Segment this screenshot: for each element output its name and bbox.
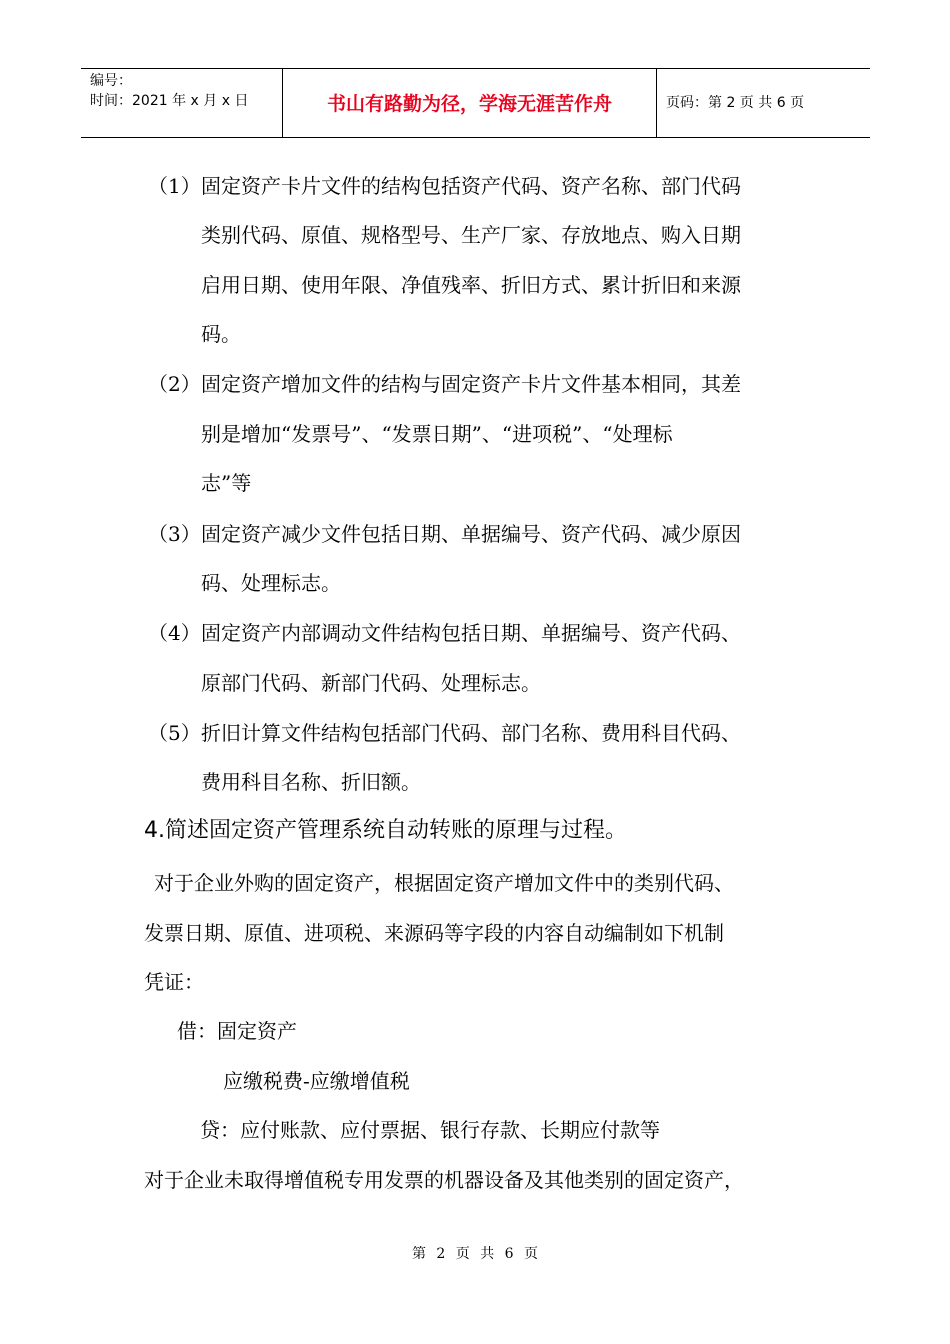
item-text-line: 费用科目名称、折旧额。 bbox=[201, 770, 421, 794]
item-text-line: 码。 bbox=[201, 322, 241, 346]
item-number: （5） bbox=[148, 721, 201, 745]
motto-text: 书山有路勤为径，学海无涯苦作舟 bbox=[326, 93, 612, 115]
item-text-line: 固定资产内部调动文件结构包括日期、单据编号、资产代码、 bbox=[201, 621, 741, 645]
doc-number-label: 编号： bbox=[90, 73, 132, 89]
paragraph-line: 对于企业外购的固定资产，根据固定资产增加文件中的类别代码、 bbox=[154, 871, 734, 895]
item-text-line: 志”等 bbox=[201, 471, 252, 495]
debit-sub-line: 应缴税费-应缴增值税 bbox=[223, 1069, 410, 1093]
page-footer: 第 2 页 共 6 页 bbox=[411, 1246, 539, 1262]
header-info-cell bbox=[81, 69, 282, 137]
header-page-cell bbox=[657, 69, 870, 137]
item-text-line: 固定资产减少文件包括日期、单据编号、资产代码、减少原因 bbox=[201, 522, 741, 546]
item-text-line: 启用日期、使用年限、净值残率、折旧方式、累计折旧和来源 bbox=[201, 273, 741, 297]
page-indicator: 页码：第 2 页 共 6 页 bbox=[666, 95, 805, 111]
page-header bbox=[81, 68, 870, 138]
paragraph-line: 凭证： bbox=[144, 970, 204, 994]
item-text-line: 别是增加“发票号”、“发票日期”、“进项税”、“处理标 bbox=[201, 422, 673, 446]
paragraph-line: 发票日期、原值、进项税、来源码等字段的内容自动编制如下机制 bbox=[144, 921, 724, 945]
debit-line: 借：固定资产 bbox=[177, 1019, 297, 1043]
item-text-line: 固定资产增加文件的结构与固定资产卡片文件基本相同，其差 bbox=[201, 372, 741, 396]
date-label: 时间：2021 年 x 月 x 日 bbox=[90, 93, 249, 109]
item-text-line: 码、处理标志。 bbox=[201, 571, 341, 595]
closing-line: 对于企业未取得增值税专用发票的机器设备及其他类别的固定资产， bbox=[144, 1168, 744, 1192]
header-motto-cell bbox=[282, 69, 657, 137]
item-number: （2） bbox=[148, 372, 201, 396]
item-number: （3） bbox=[148, 522, 201, 546]
section-heading: 4.简述固定资产管理系统自动转账的原理与过程。 bbox=[144, 818, 627, 843]
item-text-line: 折旧计算文件结构包括部门代码、部门名称、费用科目代码、 bbox=[201, 721, 741, 745]
item-text-line: 原部门代码、新部门代码、处理标志。 bbox=[201, 671, 541, 695]
item-number: （4） bbox=[148, 621, 201, 645]
credit-line: 贷：应付账款、应付票据、银行存款、长期应付款等 bbox=[200, 1118, 660, 1142]
item-text-line: 固定资产卡片文件的结构包括资产代码、资产名称、部门代码 bbox=[201, 174, 741, 198]
item-number: （1） bbox=[148, 174, 201, 198]
item-text-line: 类别代码、原值、规格型号、生产厂家、存放地点、购入日期 bbox=[201, 223, 741, 247]
